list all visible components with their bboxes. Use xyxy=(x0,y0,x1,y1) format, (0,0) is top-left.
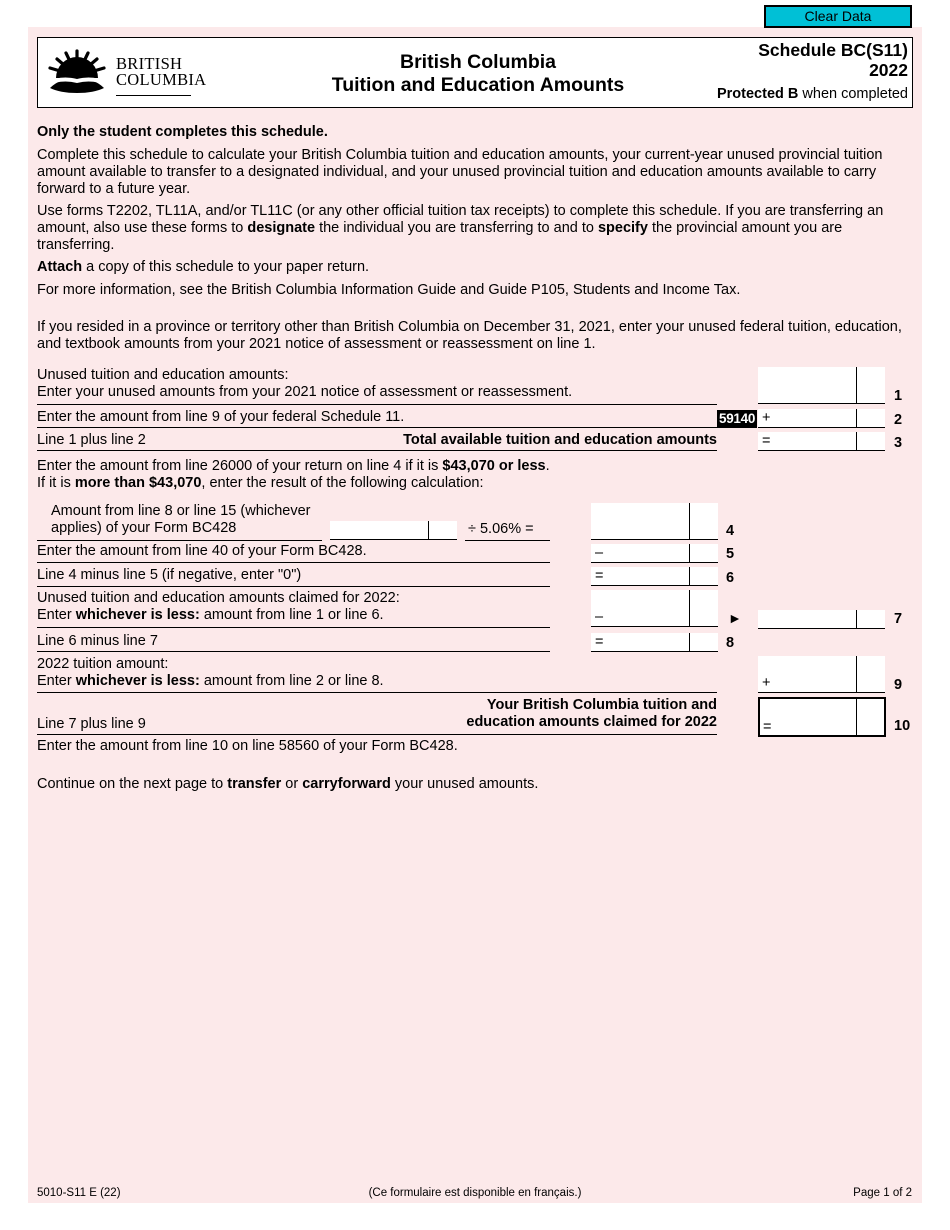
line-2-label: Enter the amount from line 9 of your federal Schedule 11. xyxy=(37,409,405,425)
tax-year: 2022 xyxy=(869,60,908,80)
line-6-number: 6 xyxy=(726,570,735,586)
line-7-number: 7 xyxy=(894,611,903,627)
line-6-field[interactable]: = xyxy=(591,567,718,586)
line-8-field[interactable]: = xyxy=(591,633,718,652)
continue-note: Continue on the next page to transfer or carryforward your unused amounts. xyxy=(37,776,539,792)
line-9-label: 2022 tuition amount: Enter whichever is less: amount from line 2 or line 8. xyxy=(37,656,384,689)
logo-rule xyxy=(116,95,191,96)
line-1-label: Unused tuition and education amounts: Enter your unused amounts from your 2021 notice of assessment or reassessment. xyxy=(37,367,573,400)
line-7-label: Unused tuition and education amounts claimed for 2022: Enter whichever is less: amount from line 1 or line 6. xyxy=(37,590,400,623)
bc428-amount-field[interactable] xyxy=(330,521,457,540)
only-student-note: Only the student completes this schedule. xyxy=(37,124,328,140)
divide-rate-label: ÷ 5.06% = xyxy=(468,521,534,537)
schedule-id: Schedule BC(S11) xyxy=(758,40,908,60)
line-3-label: Line 1 plus line 2 xyxy=(37,432,146,448)
resided-note: If you resided in a province or territory other than British Columbia on December 31, 2021, enter your unused federal tuition, education, and textbook amounts from your 2021 notice of assessment or reassessment on line 1. xyxy=(37,319,902,352)
line-10-field[interactable]: = xyxy=(758,697,886,737)
line-4-label: Amount from line 8 or line 15 (whichever applies) of your Form BC428 xyxy=(51,503,311,536)
line-9-number: 9 xyxy=(894,677,903,693)
schedule-info xyxy=(717,40,908,102)
line-8-label: Line 6 minus line 7 xyxy=(37,633,158,649)
line-code-59140: 59140 xyxy=(719,411,756,426)
line-7-field[interactable] xyxy=(758,610,885,629)
total-claimed-label: Your British Columbia tuition and education amounts claimed for 2022 xyxy=(466,697,717,730)
line-2-field[interactable]: + xyxy=(758,409,885,428)
logo-word-columbia: COLUMBIA xyxy=(116,70,207,89)
line-9-field[interactable]: + xyxy=(758,656,885,693)
line-4-field[interactable] xyxy=(591,503,718,540)
page-number: Page 1 of 2 xyxy=(853,1187,912,1199)
line-5-number: 5 xyxy=(726,546,735,562)
bc-sun-icon xyxy=(46,48,108,94)
bc-logo xyxy=(46,48,207,98)
line-7-left-field[interactable]: – xyxy=(591,590,718,627)
clear-data-button[interactable]: Clear Data xyxy=(764,5,912,28)
line-6-label: Line 4 minus line 5 (if negative, enter "0") xyxy=(37,567,302,583)
line-8-number: 8 xyxy=(726,635,735,651)
logo-word-british: BRITISH xyxy=(116,54,183,73)
arrow-icon: ► xyxy=(728,610,742,626)
intro-paragraph-2: Use forms T2202, TL11A, and/or TL11C (or any other official tuition tax receipts) to complete this schedule. If you are transferring an amount, also use these forms to designate the individual you are transferring to and to specify the provincial amount you are transferring. xyxy=(37,203,884,253)
line-10-number: 10 xyxy=(894,718,911,734)
line-1-number: 1 xyxy=(894,388,903,404)
french-availability-note: (Ce formulaire est disponible en français.) xyxy=(368,1187,582,1199)
attach-note: Attach a copy of this schedule to your paper return. xyxy=(37,259,370,275)
line-3-number: 3 xyxy=(894,435,903,451)
line-4-number: 4 xyxy=(726,523,735,539)
intro-paragraph-1: Complete this schedule to calculate your British Columbia tuition and education amounts, your current-year unused provincial tuition amount available to transfer to a designated individual, and your unused provincial tuition and education amounts available to carry forward to a future year. xyxy=(37,147,883,197)
total-available-label: Total available tuition and education amounts xyxy=(403,432,717,448)
line-5-field[interactable]: – xyxy=(591,544,718,563)
more-info-note: For more information, see the British Columbia Information Guide and Guide P105, Students and Income Tax. xyxy=(37,282,741,298)
form-header xyxy=(37,37,913,108)
line-2-number: 2 xyxy=(894,412,903,428)
line-5-label: Enter the amount from line 40 of your Form BC428. xyxy=(37,543,367,559)
after-line-10-note: Enter the amount from line 10 on line 58560 of your Form BC428. xyxy=(37,738,458,754)
protected-notice: Protected B when completed xyxy=(716,86,908,102)
page-title: British Columbia Tuition and Education Amounts xyxy=(331,51,625,96)
form-code: 5010-S11 E (22) xyxy=(37,1187,121,1199)
line-10-label: Line 7 plus line 9 xyxy=(37,716,146,732)
line-1-field[interactable] xyxy=(758,367,885,404)
line-4-instructions: Enter the amount from line 26000 of your return on line 4 if it is $43,070 or less. If it is more than $43,070, enter the result of the following calculation: xyxy=(37,458,550,491)
line-3-field[interactable]: = xyxy=(758,432,885,451)
